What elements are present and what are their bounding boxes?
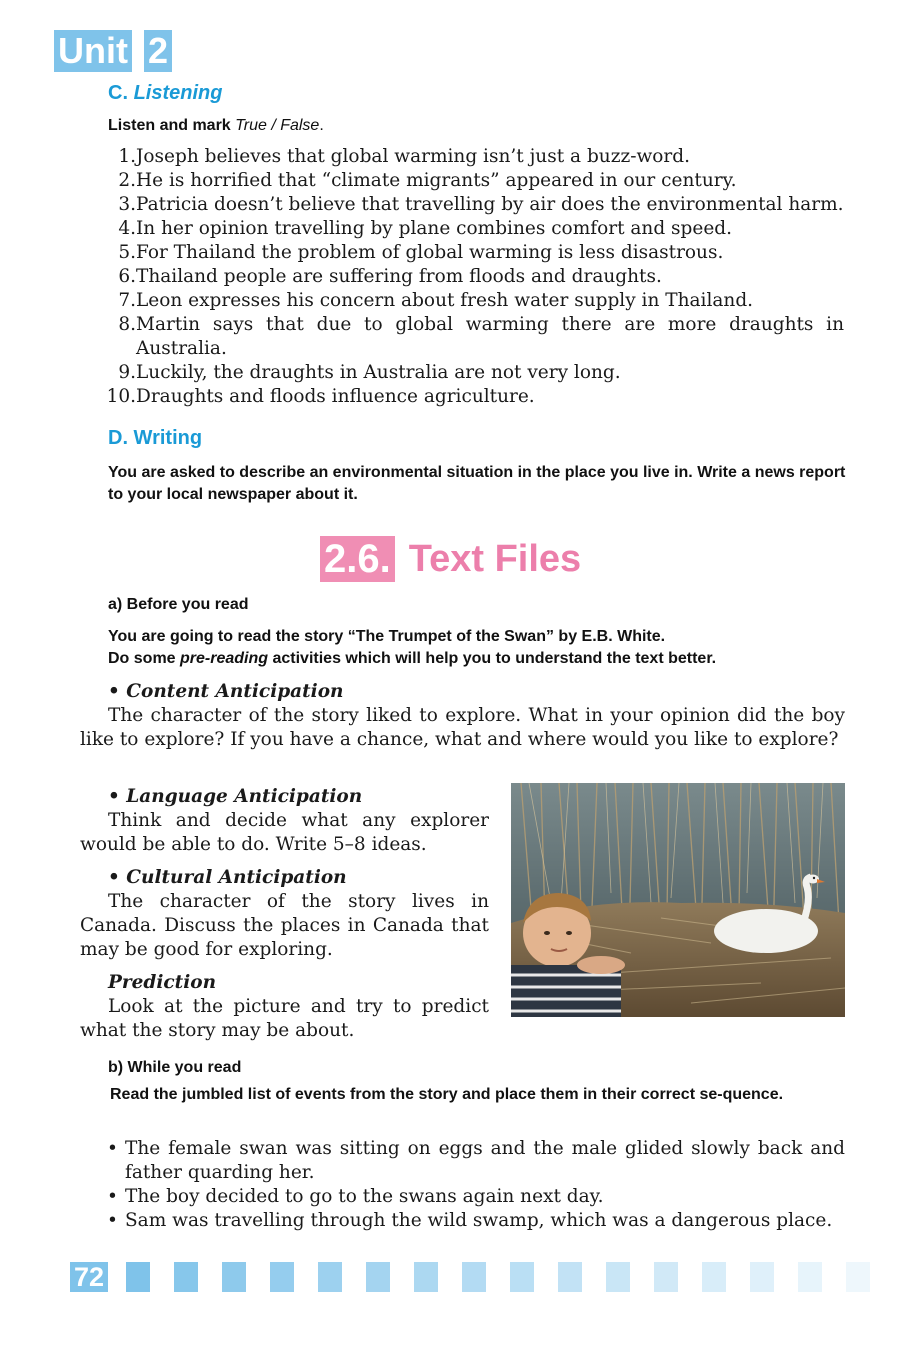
listening-statement <box>92 145 844 169</box>
footer-square <box>750 1262 774 1292</box>
statement-number: 5. <box>118 242 136 263</box>
listening-statement <box>92 217 844 241</box>
content-anticipation-title: • Content Anticipation <box>108 681 344 702</box>
statement-number: 9. <box>118 362 136 383</box>
language-anticipation-text: Think and decide what any explorer would be able to do. Write 5–8 ideas. <box>80 810 489 855</box>
footer-square <box>126 1262 150 1292</box>
footer-square <box>558 1262 582 1292</box>
footer-square <box>654 1262 678 1292</box>
page-number: 72 <box>70 1262 108 1292</box>
footer-square <box>798 1262 822 1292</box>
while-read-heading: b) While you read <box>108 1059 242 1076</box>
event-text: Sam was travelling through the wild swamp, which was a dangerous place. <box>125 1210 833 1231</box>
statement-text: Luckily, the draughts in Australia are not very long. <box>136 362 621 383</box>
unit-number: 2 <box>144 30 172 72</box>
before-read-heading: a) Before you read <box>108 596 249 613</box>
footer-square <box>462 1262 486 1292</box>
writing-heading: D. Writing <box>108 427 203 449</box>
bullet: • <box>107 1186 118 1207</box>
events-list <box>107 1137 845 1233</box>
prediction-text: Look at the picture and try to predict what the story may be about. <box>80 996 489 1041</box>
statement-text: In her opinion travelling by plane combines comfort and speed. <box>136 218 733 239</box>
statement-number: 4. <box>118 218 136 239</box>
before-read-instruction: You are going to read the story “The Trumpet of the Swan” by E.B. White. Do some pre-reading activities which will help you to understand the text better. <box>108 628 717 667</box>
listening-statement <box>92 361 844 385</box>
statement-text: Patricia doesn’t believe that travelling by air does the environmental harm. <box>136 194 844 215</box>
listening-statement <box>92 289 844 313</box>
event-text: The female swan was sitting on eggs and the male glided slowly back and father quarding her. <box>125 1138 845 1183</box>
listening-statement <box>92 385 844 409</box>
lesson-title: Text Files <box>408 537 582 580</box>
statement-text: For Thailand the problem of global warming is less disastrous. <box>136 242 724 263</box>
statement-text: Draughts and floods influence agriculture. <box>136 386 535 407</box>
listening-statement <box>92 193 844 217</box>
footer-square <box>174 1262 198 1292</box>
statement-text: Leon expresses his concern about fresh water supply in Thailand. <box>136 290 754 311</box>
statement-number: 10. <box>106 386 136 407</box>
footer-square <box>702 1262 726 1292</box>
statement-number: 8. <box>118 314 136 335</box>
statement-number: 2. <box>118 170 136 191</box>
lesson-number: 2.6. <box>320 536 395 582</box>
swan-photo <box>511 783 845 1017</box>
footer-square <box>270 1262 294 1292</box>
listening-heading: C. Listening <box>108 82 223 104</box>
listening-statement <box>92 265 844 289</box>
listening-statement <box>92 241 844 265</box>
footer-square <box>846 1262 870 1292</box>
footer-square <box>222 1262 246 1292</box>
writing-instruction: You are asked to describe an environmental situation in the place you live in. Write a news report to your local newspaper about it. <box>108 464 846 503</box>
lesson-heading <box>320 536 581 582</box>
language-anticipation-title: • Language Anticipation <box>108 786 363 807</box>
listening-heading-word: Listening <box>133 82 223 104</box>
footer-square <box>510 1262 534 1292</box>
statement-text: Thailand people are suffering from floods and draughts. <box>136 266 662 287</box>
listening-statements <box>92 145 844 409</box>
statement-text: Martin says that due to global warming there are more draughts in Australia. <box>136 314 844 359</box>
footer-square <box>414 1262 438 1292</box>
event-item <box>107 1185 845 1209</box>
footer-square <box>606 1262 630 1292</box>
cultural-anticipation-title: • Cultural Anticipation <box>108 867 347 888</box>
statement-text: Joseph believes that global warming isn’t just a buzz-word. <box>136 146 690 167</box>
statement-number: 7. <box>118 290 136 311</box>
statement-text: He is horrified that “climate migrants” appeared in our century. <box>136 170 737 191</box>
footer-decoration <box>126 1262 896 1292</box>
statement-number: 3. <box>118 194 136 215</box>
content-anticipation-text: The character of the story liked to explore. What in your opinion did the boy like to explore? If you have a chance, what and where would you like to explore? <box>80 705 845 750</box>
swan-photo-illustration <box>511 783 845 1017</box>
footer-square <box>318 1262 342 1292</box>
prediction-title: Prediction <box>108 972 217 993</box>
unit-header <box>54 30 172 72</box>
bullet: • <box>107 1210 118 1231</box>
listening-statement <box>92 313 844 361</box>
listening-instruction: Listen and mark True / False. <box>108 117 324 134</box>
while-read-instruction: Read the jumbled list of events from the story and place them in their correct se-quence. <box>110 1086 784 1103</box>
cultural-anticipation-text: The character of the story lives in Canada. Discuss the places in Canada that may be good for exploring. <box>80 891 489 960</box>
bullet: • <box>107 1138 118 1159</box>
listening-statement <box>92 169 844 193</box>
statement-number: 6. <box>118 266 136 287</box>
event-text: The boy decided to go to the swans again next day. <box>125 1186 604 1207</box>
statement-number: 1. <box>118 146 136 167</box>
event-item <box>107 1209 845 1233</box>
unit-label: Unit <box>54 30 132 72</box>
event-item <box>107 1137 845 1185</box>
footer-square <box>366 1262 390 1292</box>
